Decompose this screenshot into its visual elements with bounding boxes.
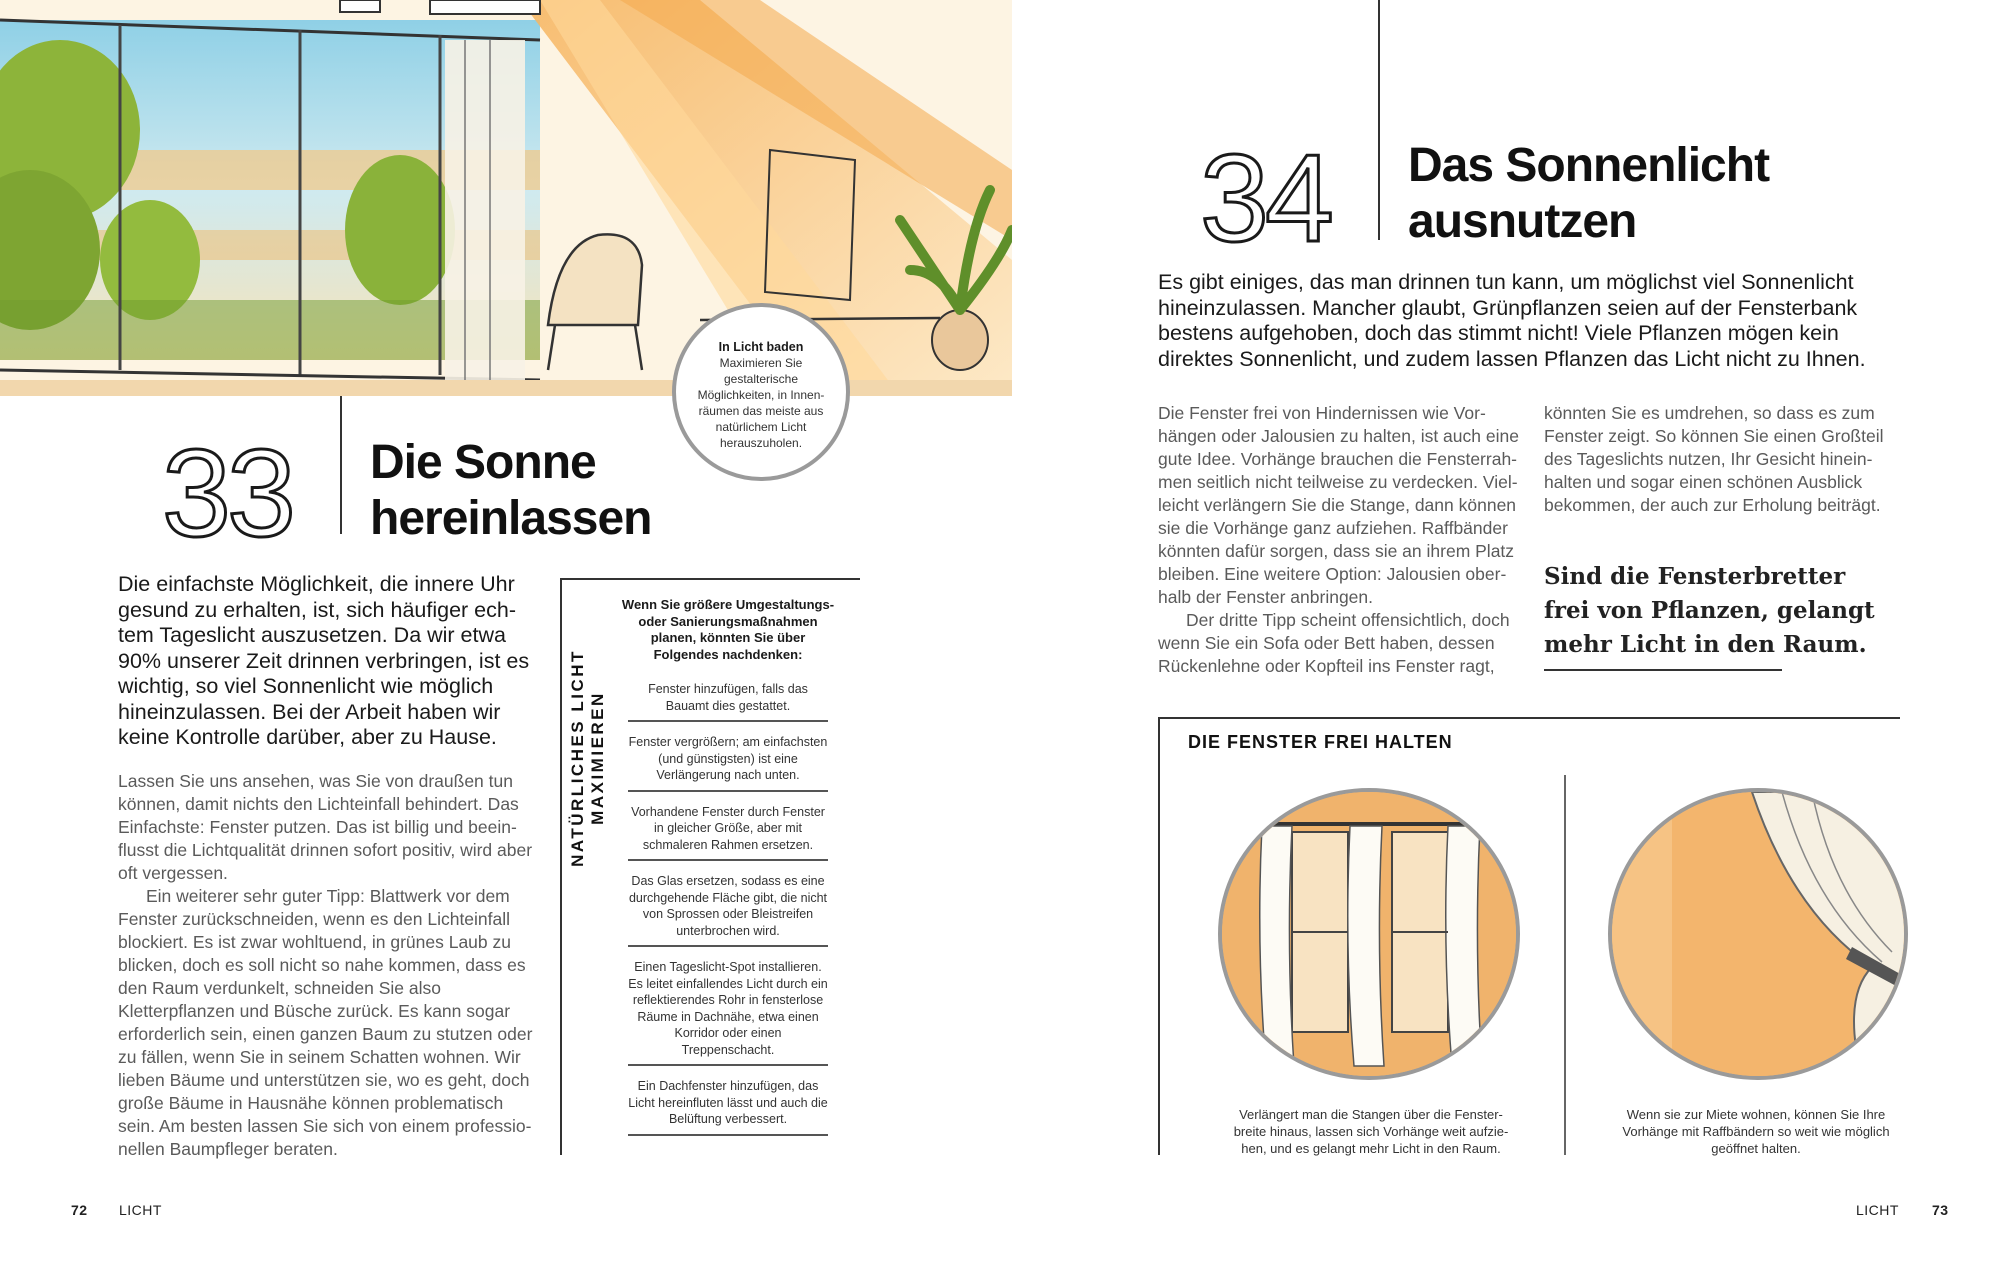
body-paragraph: könnten Sie es umdrehen, so dass es zum Fenster zeigt. So können Sie einen Großteil des Tageslichts nutzen, Ihr Gesicht hineinhalten und sogar einen schönen Ausblick bekommen, der auch zur Erholung beiträgt. xyxy=(1544,403,1884,515)
box-divider xyxy=(1564,775,1566,1155)
sidebar-left-rule xyxy=(560,580,562,1155)
page-number-right: 73 xyxy=(1932,1202,1949,1218)
box-title: DIE FENSTER FREI HALTEN xyxy=(1188,732,1453,752)
body-text-33 xyxy=(118,770,538,1161)
pull-quote-rule xyxy=(1544,669,1782,671)
body-paragraph: Die Fenster frei von Hindernissen wie Vorhängen oder Jalousien zu halten, ist auch eine gute Idee. Vorhänge brauchen die Fensterrahmen seitlich nicht teilweise zu verdecken. Vielleicht verlängern Sie die Stange, dann können sie die Vorhänge ganz aufziehen. Raffbänder könnten dafür sorgen, dass sie an ihrem Platz bleiben. Eine weitere Option: Jalousien oberhalb der Fenster anbringen. xyxy=(1158,403,1519,607)
room-illustration xyxy=(0,0,1012,396)
tip-item: Vorhandene Fenster durch Fenster in gleicher Größe, aber mit schmaleren Rahmen ersetzen. xyxy=(628,804,828,862)
tip-item: Fenster vergrößern; am einfachsten (und günstigsten) ist eine Verlängerung nach unten. xyxy=(628,734,828,792)
room-illustration-drawing xyxy=(0,0,1012,396)
tieback-drawing xyxy=(1612,792,1906,1078)
curtain-rods-drawing xyxy=(1222,792,1518,1078)
sidebar-vertical-title: NATÜRLICHES LICHT MAXIMIEREN xyxy=(568,649,607,867)
tip-item: Das Glas ersetzen, sodass es eine durchgehende Fläche gibt, die nicht von Sprossen oder Bleistreifen unterbrochen wird. xyxy=(628,873,828,947)
callout-title: In Licht baden xyxy=(718,340,804,354)
body-paragraph: Ein weiterer sehr guter Tipp: Blattwerk vor dem Fenster zurückschneiden, wenn es den Lichteinfall blockiert. Es ist zwar wohltuend, in grünes Laub zu blicken, doch es soll nicht so nahe kommen, dass es den Raum verdunkelt, schneiden Sie also Kletterpflanzen und Büsche zurück. Es kann sogar erforderlich sein, einen ganzen Baum zu stutzen oder zu fällen, wenn Sie in seinem Schatten wohnen. Wir lieben Bäume und unterstützen sie, wo es geht, doch große Bäume in Hausnähe können problematisch sein. Am besten lassen Sie sich von einem professionellen Baumpfleger beraten. xyxy=(118,886,533,1159)
box-caption-1: Verlängert man die Stangen über die Fensterbreite hinaus, lassen sich Vorhänge weit aufziehen, und es gelangt mehr Licht in den Raum. xyxy=(1233,1107,1509,1156)
tip-item: Einen Tageslicht-Spot installieren. Es leitet einfallendes Licht durch ein reflektierendes Rohr in fensterlose Räume in Dachnähe, etwa einen Korridor oder einen Treppenschacht. xyxy=(628,959,828,1066)
page-title-33 xyxy=(370,435,651,547)
body-col2-34 xyxy=(1544,402,1900,517)
box-top-rule xyxy=(1158,717,1900,719)
tip-item: Fenster hinzufügen, falls das Bauamt dies gestattet. xyxy=(628,681,828,722)
title-line-1: Das Sonnenlicht xyxy=(1408,139,1770,192)
section-label-right: LICHT xyxy=(1856,1202,1899,1218)
section-label-left: LICHT xyxy=(119,1202,162,1218)
heading-divider xyxy=(340,396,342,534)
body-paragraph: Lassen Sie uns ansehen, was Sie von draußen tun können, damit nichts den Lichteinfall behindert. Das Einfachste: Fenster putzen. Das ist billig und beeinflusst die Lichtqualität drinnen sofort positiv, wird aber oft vergessen. xyxy=(118,771,533,883)
title-line-2: hereinlassen xyxy=(370,492,652,545)
box-caption-2: Wenn sie zur Miete wohnen, können Sie Ihre Vorhänge mit Raffbändern so weit wie möglich geöffnet halten. xyxy=(1622,1107,1890,1156)
tip-item: Ein Dachfenster hinzufügen, das Licht hereinfluten lässt und auch die Belüftung verbessert. xyxy=(628,1078,828,1136)
body-col1-34 xyxy=(1158,402,1520,678)
callout-circle xyxy=(672,303,850,481)
title-line-1: Die Sonne xyxy=(370,436,596,489)
sidebar-top-rule xyxy=(560,578,860,580)
section-number-33: 33 xyxy=(162,425,292,563)
pull-quote: Sind die Fensterbretter frei von Pflanzen, gelangt mehr Licht in den Raum. xyxy=(1544,563,1875,658)
box-left-rule xyxy=(1158,717,1160,1155)
heading-divider xyxy=(1378,0,1380,240)
curtain-rods-illustration xyxy=(1218,788,1520,1080)
body-paragraph: Der dritte Tipp scheint offensichtlich, doch wenn Sie ein Sofa oder Bett haben, dessen Rückenlehne oder Kopfteil ins Fenster ragt, xyxy=(1158,610,1510,676)
lead-paragraph-33: Die einfachste Möglichkeit, die innere Uhr gesund zu erhalten, ist, sich häufiger echtem Tageslicht auszusetzen. Da wir etwa 90% unserer Zeit drinnen verbringen, ist es wichtig, so viel Sonnenlicht wie möglich hineinzulassen. Bei der Arbeit haben wir keine Kontrolle darüber, aber zu Hause. xyxy=(118,572,530,749)
page-title-34 xyxy=(1408,138,1769,250)
tieback-illustration xyxy=(1608,788,1908,1080)
sidebar-tips xyxy=(610,597,846,1148)
section-number-34: 34 xyxy=(1200,130,1330,268)
page-number-left: 72 xyxy=(71,1202,88,1218)
sidebar-intro: Wenn Sie größere Umgestaltungs- oder Sanierungsmaßnahmen planen, könnten Sie über Folgendes nachdenken: xyxy=(621,597,835,662)
title-line-2: ausnutzen xyxy=(1408,195,1637,248)
callout-text: Maximieren Sie gestalterische Möglichkeiten, in Innenräumen das meiste aus natürlichem Licht herauszuholen. xyxy=(697,356,825,450)
lead-paragraph-34: Es gibt einiges, das man drinnen tun kann, um möglichst viel Sonnenlicht hineinzulassen. Mancher glaubt, Grünpflanzen seien auf der Fensterbank bestens aufgehoben, doch das stimmt nicht! Viele Pflanzen mögen kein direktes Sonnenlicht, und zudem lassen Pflanzen das Licht nicht zu Ihnen. xyxy=(1158,270,1866,371)
